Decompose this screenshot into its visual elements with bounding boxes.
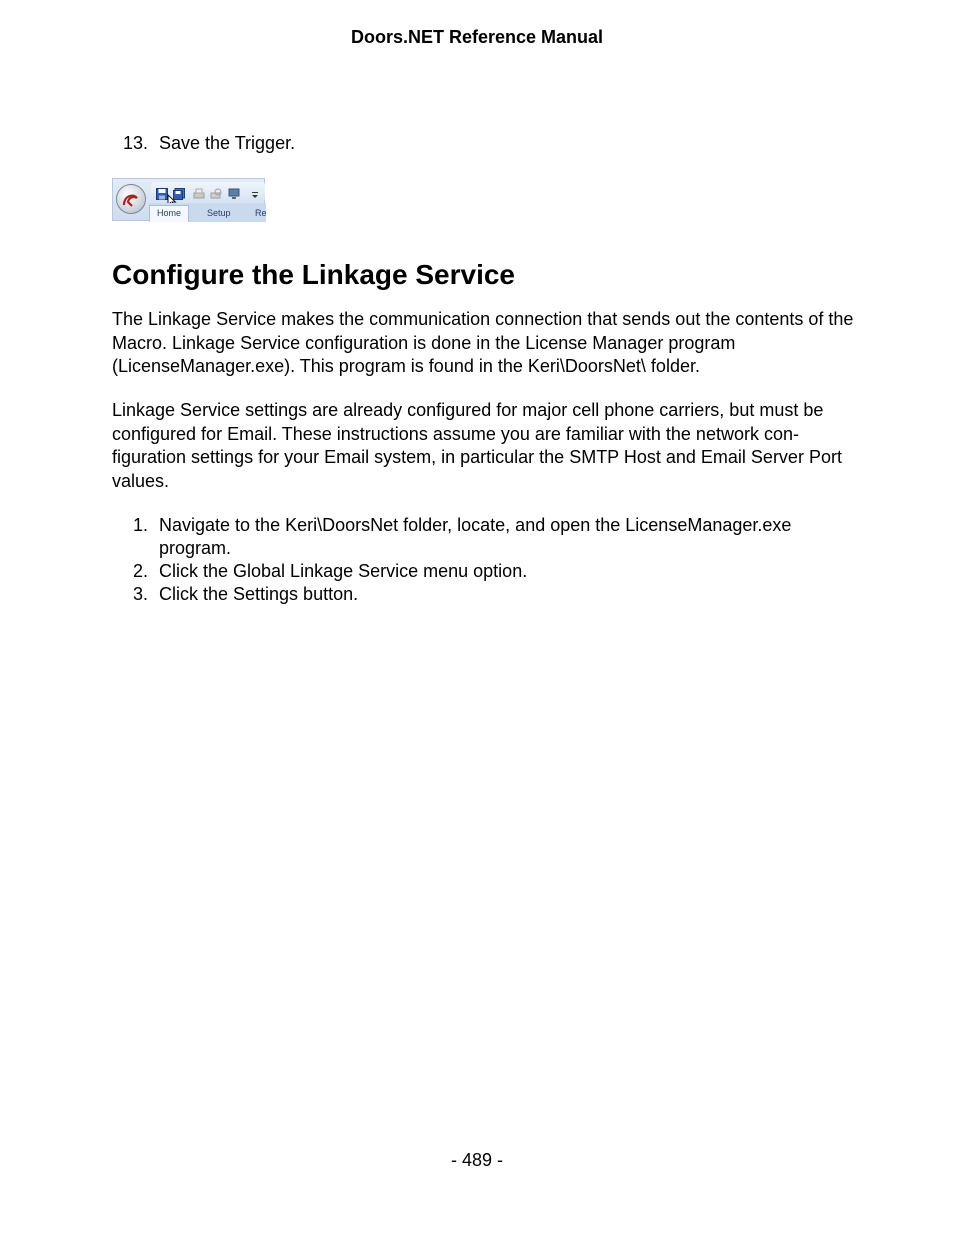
quick-access-toolbar-screenshot xyxy=(112,178,265,221)
step-text: Click the Global Linkage Service menu option. xyxy=(159,561,528,581)
step-number: 13. xyxy=(122,133,148,153)
step-text: Navigate to the Keri\DoorsNet folder, locate, and open the LicenseManager.exe program. xyxy=(159,515,792,558)
step-number: 2. xyxy=(132,561,148,581)
tab-reports[interactable]: Re xyxy=(255,208,267,218)
monitor-icon[interactable] xyxy=(228,188,240,200)
print-icon[interactable] xyxy=(193,188,205,200)
tab-home[interactable]: Home xyxy=(149,205,189,222)
app-logo-icon xyxy=(116,184,146,214)
paragraph-settings: Linkage Service settings are already configured for major cell phone carriers, but must be configured for Email. These instructions assume you are familiar with the network con-figuration settings for your Email system, in particular the SMTP Host and Email Server Port values. xyxy=(112,400,842,491)
steps-list xyxy=(112,514,857,606)
list-item xyxy=(112,560,857,583)
list-item xyxy=(112,514,857,560)
ribbon-tabs xyxy=(149,203,266,222)
dropdown-arrow-icon[interactable] xyxy=(251,188,259,200)
document-header: Doors.NET Reference Manual xyxy=(350,27,604,47)
step-text: Click the Settings button. xyxy=(159,584,359,604)
section-heading: Configure the Linkage Service xyxy=(112,259,515,290)
paragraph-intro: The Linkage Service makes the communication connection that sends out the contents of the Macro. Linkage Service configuration is done in the License Manager program (LicenseManager.exe). This program is found in the Keri\DoorsNet\ folder. xyxy=(112,309,854,376)
page-number: - 489 - xyxy=(450,1150,504,1170)
step-13 xyxy=(112,133,295,154)
list-item xyxy=(112,583,857,606)
print-preview-icon[interactable] xyxy=(210,188,222,200)
tab-setup[interactable]: Setup xyxy=(207,208,231,218)
step-number: 3. xyxy=(132,584,148,604)
step-text: Save the Trigger. xyxy=(159,133,296,153)
step-number: 1. xyxy=(132,515,148,535)
